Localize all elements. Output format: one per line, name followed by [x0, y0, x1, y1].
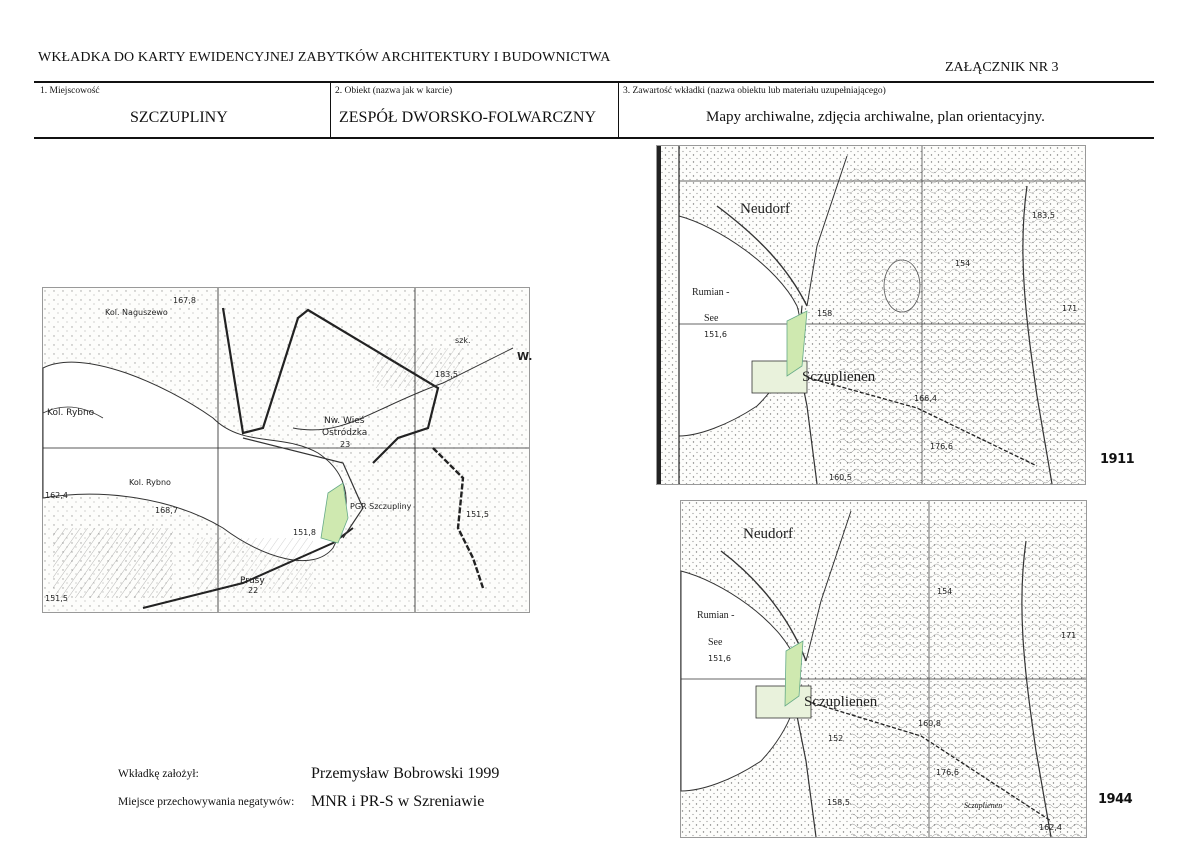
map-height: 152 [828, 734, 844, 743]
map-place-name: See [704, 313, 719, 324]
map-label: 151,5 [466, 510, 489, 519]
map-height: 183,5 [1032, 211, 1055, 220]
map-height: 151,6 [704, 330, 727, 339]
map-year-1944: 1944 [1098, 792, 1133, 807]
document-title: WKŁADKA DO KARTY EWIDENCYJNEJ ZABYTKÓW ARCHITEKTURY I BUDOWNICTWA [38, 50, 611, 65]
historical-map-1944 [680, 500, 1087, 838]
map-place-name: See [708, 637, 723, 648]
map-height: 158,5 [827, 798, 850, 807]
table-divider [330, 82, 331, 138]
map-height: 166,4 [914, 394, 937, 403]
map-label: Kol. Rybno [47, 408, 95, 418]
field-value-contents: Mapy archiwalne, zdjęcia archiwalne, plan orientacyjny. [706, 109, 1045, 125]
map-place-name: Rumian - [697, 610, 735, 621]
table-top-rule [34, 81, 1154, 83]
map-height: 162,4 [1039, 823, 1062, 832]
map-label: 151,8 [293, 528, 316, 537]
map-label: Ostródzka [322, 428, 368, 438]
field-label-locality: 1. Miejscowość [40, 86, 100, 96]
map-label: 22 [248, 586, 259, 595]
historical-map-1911-drawing [657, 146, 1085, 484]
map-label: szk. [455, 336, 471, 345]
map-place-name: Sczuplienen [804, 694, 878, 710]
map-label: Kol. Naguszewo [105, 308, 168, 317]
map-place-name: Neudorf [740, 201, 790, 217]
map-label: 168,7 [155, 506, 178, 515]
map-label: 162,4 [45, 491, 68, 500]
field-value-object: ZESPÓŁ DWORSKO-FOLWARCZNY [339, 109, 597, 126]
map-height: 158 [817, 309, 833, 318]
field-value-locality: SZCZUPLINY [130, 109, 228, 126]
map-year-1911: 1911 [1100, 452, 1135, 467]
storage-label: Miejsce przechowywania negatywów: [118, 796, 295, 808]
map-label: 23 [340, 440, 351, 449]
annex-number: ZAŁĄCZNIK NR 3 [945, 60, 1059, 75]
orientation-map [42, 287, 533, 613]
field-label-contents: 3. Zawartość wkładki (nazwa obiektu lub materiału uzupełniającego) [623, 86, 886, 96]
map-label: 167,8 [173, 296, 196, 305]
map-label: 151,5 [45, 594, 68, 603]
historical-map-1911 [656, 145, 1086, 485]
map-height: 154 [937, 587, 953, 596]
author-value: Przemysław Bobrowski 1999 [311, 765, 500, 782]
map-place-name: Rumian - [692, 287, 730, 298]
map-height: 176,6 [930, 442, 953, 451]
map-label: Kol. Rybno [129, 478, 171, 487]
map-label: 183,5 [435, 370, 458, 379]
map-place-name: Sczuplienen [802, 369, 876, 385]
table-bottom-rule [34, 137, 1154, 139]
historical-map-1944-drawing [681, 501, 1086, 837]
map-label: Prusy [240, 576, 265, 586]
map-height: 154 [955, 259, 971, 268]
map-label: W. [517, 350, 533, 363]
map-label: Nw. Wieś [324, 416, 365, 426]
storage-value: MNR i PR-S w Szreniawie [311, 793, 485, 810]
table-divider [618, 82, 619, 138]
map-height: 171 [1061, 631, 1077, 640]
map-height: 160,5 [829, 473, 852, 482]
field-label-object: 2. Obiekt (nazwa jak w karcie) [335, 86, 453, 96]
map-label: PGR Szczupliny [350, 502, 412, 511]
map-height: 171 [1062, 304, 1078, 313]
author-label: Wkładkę założył: [118, 768, 199, 780]
map-height: 160,8 [918, 719, 941, 728]
map-place-name: Sczuplienen [964, 801, 1003, 810]
map-place-name: Neudorf [743, 526, 793, 542]
map-height: 176,6 [936, 768, 959, 777]
map-height: 151,6 [708, 654, 731, 663]
